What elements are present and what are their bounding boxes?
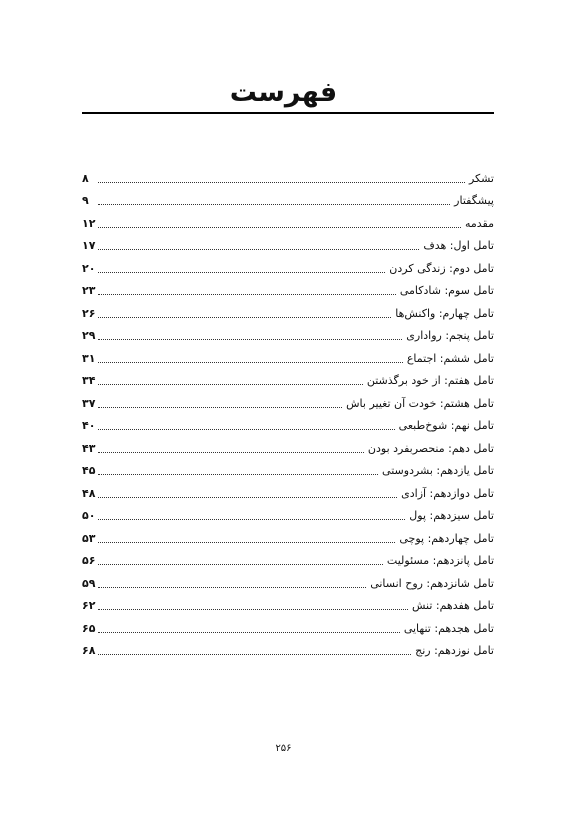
toc-entry [82,433,494,456]
toc-entry-page: ۵۰ [82,509,96,522]
toc-entry-title: تشکر [468,171,494,185]
dot-leader [98,227,461,228]
toc-entry [82,568,494,591]
toc-entry-title: تامل هفدهم: تنش [411,599,494,612]
toc-entry-title: تامل دوم: زندگی کردن [389,261,494,275]
toc-entry-page: ۳۱ [82,351,96,365]
dot-leader [98,294,396,295]
toc-entry-page: ۸ [82,171,89,185]
toc-entry [82,343,494,366]
toc-entry-page: ۲۹ [82,329,96,342]
dot-leader [98,632,400,633]
dot-leader [98,519,405,520]
toc-entry [82,388,494,411]
toc-entry-title: تامل هفتم: از خود برگذشتن [366,374,494,387]
toc-entry [82,366,494,389]
dot-leader [98,407,342,408]
toc-entry-title: تامل چهاردهم: پوچی [399,531,494,545]
toc-entry-title: تامل هشتم: خودت آن تغییر باش [346,396,494,410]
dot-leader [98,429,395,430]
toc-entry-page: ۱۲ [82,216,96,230]
toc-entry-page: ۹ [82,194,89,207]
toc-entry [82,321,494,344]
toc-entry-page: ۲۰ [82,261,96,275]
toc-entry-page: ۴۰ [82,419,96,432]
dot-leader [98,474,378,475]
toc-entry-page: ۴۳ [82,441,96,455]
toc-entry [82,163,494,186]
page-title: فهرست [229,77,338,108]
toc-entry-title: تامل ششم: اجتماع [406,351,494,365]
toc-entry-title: تامل نهم: شوخ‌طبعی [398,419,494,432]
toc-entry-title: تامل اول: هدف [423,239,494,252]
toc-entry [82,546,494,569]
toc-entry [82,186,494,209]
dot-leader [98,204,450,205]
toc-entry [82,501,494,524]
toc-entry [82,613,494,636]
toc-entry-title: تامل دوازدهم: آزادی [401,486,494,500]
toc-entry-page: ۴۵ [82,464,96,477]
toc-entry-page: ۳۷ [82,396,96,410]
toc-entry [82,591,494,614]
toc-entry-page: ۲۶ [82,306,96,320]
toc-entry [82,411,494,434]
dot-leader [98,317,391,318]
dot-leader [98,497,397,498]
dot-leader [98,587,366,588]
dot-leader [98,362,403,363]
toc-entry-title: تامل چهارم: واکنش‌ها [395,306,494,320]
toc-entry-title: تامل پانزدهم: مسئولیت [386,554,494,567]
toc-entry-title: مقدمه [464,216,494,230]
toc-entry-title: تامل شانزدهم: روح انسانی [370,576,494,590]
toc-entry [82,478,494,501]
toc-entry [82,456,494,479]
toc-entry-page: ۱۷ [82,239,96,252]
dot-leader [98,182,465,183]
toc-entry-title: تامل سوم: شادکامی [399,284,494,297]
toc-entry-page: ۶۲ [82,599,96,612]
toc-entry-page: ۵۹ [82,576,96,590]
page-number: ۲۵۶ [275,743,292,754]
toc-entry-title: تامل نوزدهم: رنج [415,644,494,657]
toc-entry-page: ۶۵ [82,621,96,635]
dot-leader [98,654,411,655]
toc-entry [82,231,494,254]
toc-entry [82,523,494,546]
dot-leader [98,384,363,385]
table-of-contents [82,163,494,658]
toc-entry-title: تامل هجدهم: تنهایی [403,621,494,635]
toc-entry-page: ۶۸ [82,644,96,657]
toc-entry-page: ۴۸ [82,486,96,500]
dot-leader [98,542,395,543]
toc-entry [82,636,494,659]
dot-leader [98,609,408,610]
toc-entry-page: ۲۳ [82,284,96,297]
dot-leader [98,452,364,453]
dot-leader [98,272,385,273]
dot-leader [98,564,383,565]
title-underline [82,112,494,114]
toc-entry-page: ۵۶ [82,554,96,567]
toc-entry-title: تامل یازدهم: بشردوستی [382,464,494,477]
toc-entry-title: تامل پنجم: رواداری [406,329,494,342]
toc-entry-title: پیشگفتار [454,194,494,207]
toc-entry [82,298,494,321]
dot-leader [98,249,419,250]
toc-entry-title: تامل دهم: منحصربفرد بودن [367,441,494,455]
toc-entry [82,253,494,276]
toc-entry [82,208,494,231]
toc-entry-title: تامل سیزدهم: پول [409,509,494,522]
dot-leader [98,339,402,340]
toc-entry-page: ۳۴ [82,374,96,387]
toc-entry [82,276,494,299]
toc-entry-page: ۵۳ [82,531,96,545]
